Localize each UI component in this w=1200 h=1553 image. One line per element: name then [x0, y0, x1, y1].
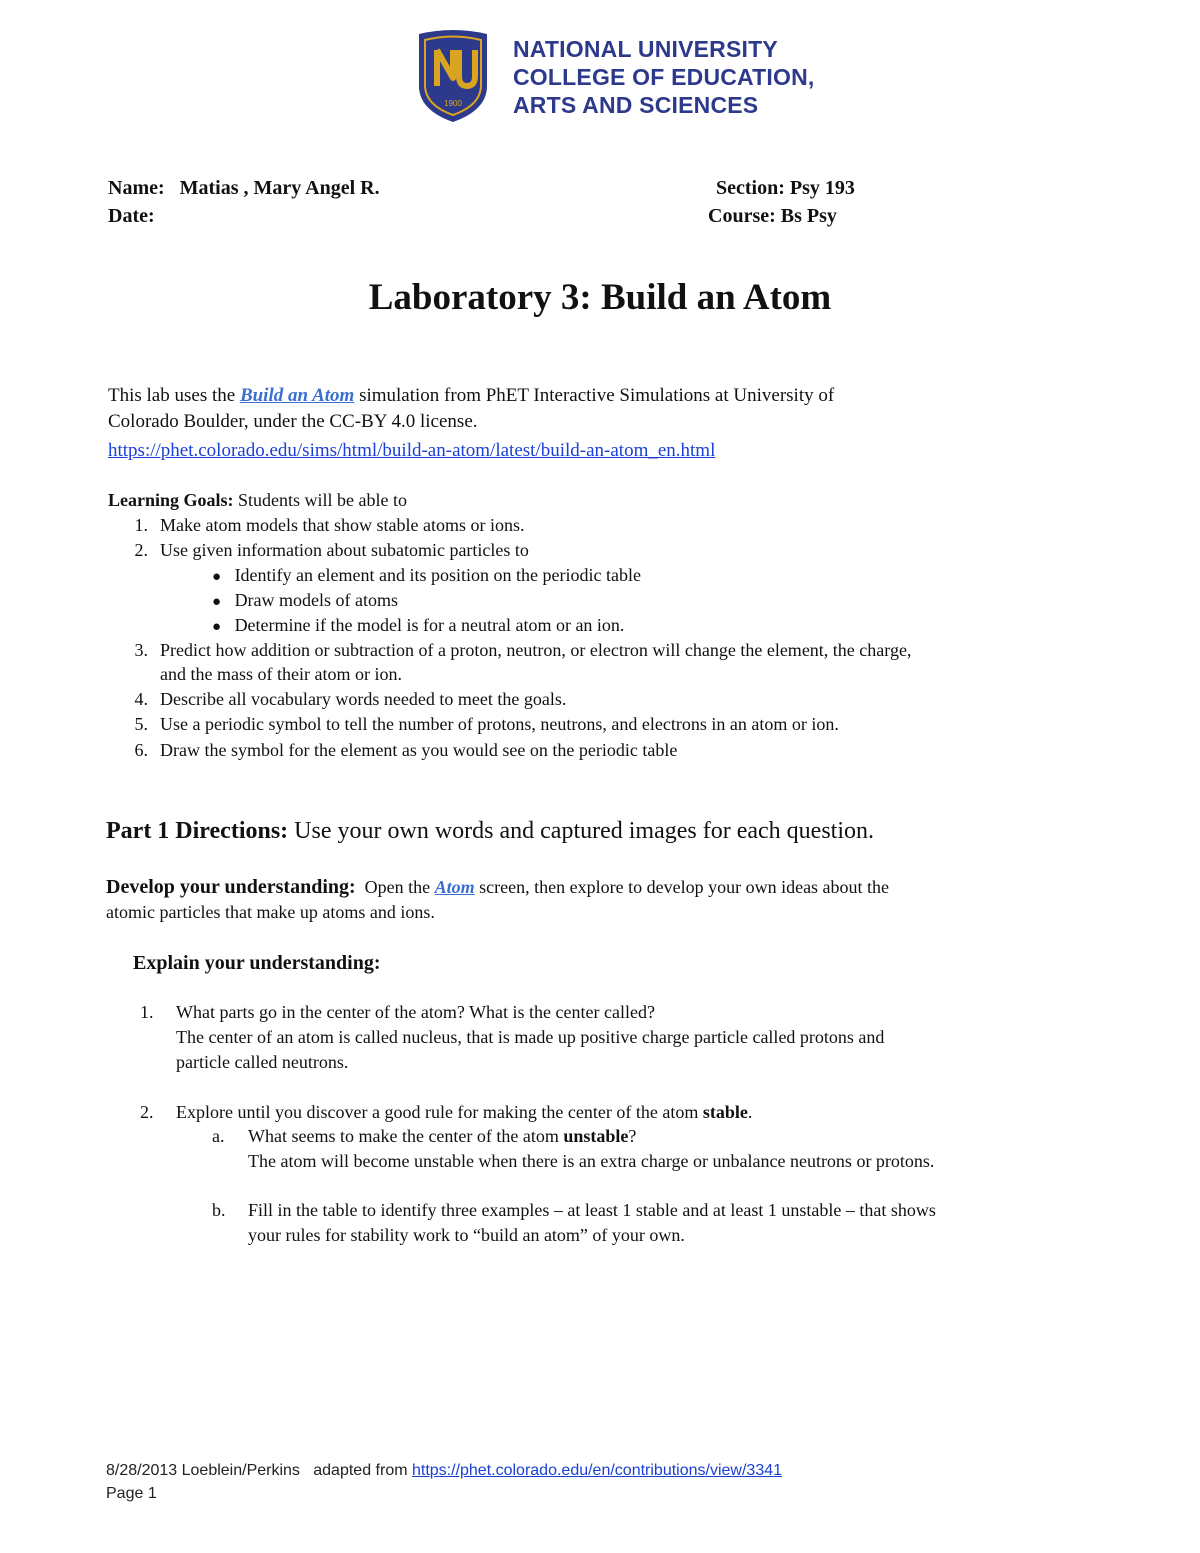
goal-item-5 [106, 715, 839, 733]
goal-item-3-cont: and the mass of their atom or ion. [160, 664, 402, 684]
question-text: What parts go in the center of the atom? What is the center called? [176, 1002, 655, 1022]
explain-heading: Explain your understanding: [133, 952, 381, 974]
develop-line-2: atomic particles that make up atoms and ions. [106, 902, 435, 922]
logo-text-line-3: ARTS AND SCIENCES [513, 92, 759, 118]
part1-label: Part 1 Directions: [106, 818, 289, 844]
goal-number: 1. [134, 515, 148, 535]
subitem-text: Draw models of atoms [234, 590, 399, 610]
question-number: 2. [140, 1102, 154, 1122]
logo-text-line-1: NATIONAL UNIVERSITY [513, 36, 778, 62]
goal-item-6 [106, 741, 677, 759]
section-field [716, 177, 855, 200]
goal-number: 4. [134, 689, 148, 709]
bullet-icon: ● [212, 619, 222, 635]
page-title: Laboratory 3: Build an Atom [368, 277, 832, 318]
question-suffix: . [747, 1102, 753, 1122]
question-bold: stable [702, 1102, 748, 1122]
goal-text: Draw the symbol for the element as you would see on the periodic table [160, 740, 678, 760]
question-2b [212, 1201, 936, 1219]
question-2b-cont: your rules for stability work to “build an atom” of your own. [248, 1225, 685, 1245]
build-an-atom-link[interactable]: Build an Atom [239, 385, 355, 406]
footer-url-link[interactable]: https://phet.colorado.edu/en/contributions/view/3341 [411, 1462, 783, 1479]
name-label: Name: [108, 177, 165, 199]
course-field [708, 205, 837, 228]
logo-text-line-2: COLLEGE OF EDUCATION, [513, 64, 815, 90]
svg-text:1900: 1900 [444, 99, 462, 108]
section-value: Psy 193 [789, 177, 855, 199]
university-seal-logo [413, 28, 493, 124]
goal-text: Use given information about subatomic particles to [160, 540, 529, 560]
goal-text: Use a periodic symbol to tell the number of protons, neutrons, and electrons in an atom or ion. [160, 714, 839, 734]
question-text: Explore until you discover a good rule for making the center of the atom [176, 1102, 703, 1122]
intro-line-2: Colorado Boulder, under the CC-BY 4.0 license. [108, 411, 478, 432]
goal-number: 5. [134, 714, 148, 734]
sim-url-link[interactable]: https://phet.colorado.edu/sims/html/build-an-atom/latest/build-an-atom_en.html [108, 440, 716, 461]
answer-1-line-1: The center of an atom is called nucleus, that is made up positive charge particle called protons and [176, 1027, 885, 1047]
subquestion-bold: unstable [563, 1126, 629, 1146]
question-1 [140, 1003, 655, 1021]
develop-label: Develop your understanding: [106, 876, 356, 898]
answer-1-line-2: particle called neutrons. [176, 1052, 349, 1072]
part1-heading [106, 818, 874, 845]
subquestion-text: Fill in the table to identify three examples – at least 1 stable and at least 1 unstable – that shows [248, 1200, 936, 1220]
atom-screen-link[interactable]: Atom [434, 877, 475, 897]
goal-subitem-1 [212, 566, 641, 585]
bullet-icon: ● [212, 594, 222, 610]
goal-item-1 [106, 516, 524, 534]
section-label: Section: [716, 177, 785, 199]
date-label: Date: [108, 205, 155, 227]
learning-goals-label: Learning Goals: [108, 490, 234, 510]
footer-prefix: 8/28/2013 Loeblein/Perkins adapted from [106, 1462, 412, 1479]
develop-line-1 [106, 877, 889, 897]
goal-subitem-2 [212, 591, 398, 610]
goal-number: 2. [134, 540, 148, 560]
subquestion-label: b. [212, 1200, 226, 1220]
subitem-text: Identify an element and its position on the periodic table [234, 565, 641, 585]
develop-prefix: Open the [355, 877, 435, 897]
goal-number: 6. [134, 740, 148, 760]
course-label: Course: [708, 205, 776, 227]
goal-text: Make atom models that show stable atoms or ions. [160, 515, 525, 535]
intro-line-1 [108, 386, 834, 405]
footer-attribution [106, 1462, 782, 1480]
question-2a [212, 1127, 636, 1145]
subitem-text: Determine if the model is for a neutral atom or an ion. [234, 615, 625, 635]
learning-goals-lead: Students will be able to [233, 490, 407, 510]
name-field [108, 177, 380, 200]
goal-number: 3. [134, 640, 148, 660]
subquestion-text: What seems to make the center of the atom [248, 1126, 564, 1146]
goal-item-4 [106, 690, 566, 708]
question-2 [140, 1103, 752, 1121]
subquestion-suffix: ? [628, 1126, 637, 1146]
name-value: Matias , Mary Angel R. [179, 177, 380, 199]
question-number: 1. [140, 1002, 154, 1022]
course-value: Bs Psy [780, 205, 837, 227]
intro-url [108, 441, 715, 460]
part1-text: Use your own words and captured images for each question. [288, 818, 875, 844]
goal-item-2 [106, 541, 529, 559]
page-number: Page 1 [106, 1485, 157, 1502]
answer-2a: The atom will become unstable when there is an extra charge or unbalance neutrons or protons. [248, 1151, 935, 1171]
subquestion-label: a. [212, 1126, 225, 1146]
goal-text: Describe all vocabulary words needed to meet the goals. [160, 689, 567, 709]
intro-prefix: This lab uses the [108, 385, 240, 406]
intro-suffix: simulation from PhET Interactive Simulations at University of [354, 385, 835, 406]
develop-suffix: screen, then explore to develop your own ideas about the [474, 877, 890, 897]
goal-text: Predict how addition or subtraction of a proton, neutron, or electron will change the element, the charge, [160, 640, 912, 660]
goal-item-3 [106, 641, 911, 659]
learning-goals-heading [108, 491, 407, 509]
bullet-icon: ● [212, 569, 222, 585]
goal-subitem-3 [212, 616, 624, 635]
